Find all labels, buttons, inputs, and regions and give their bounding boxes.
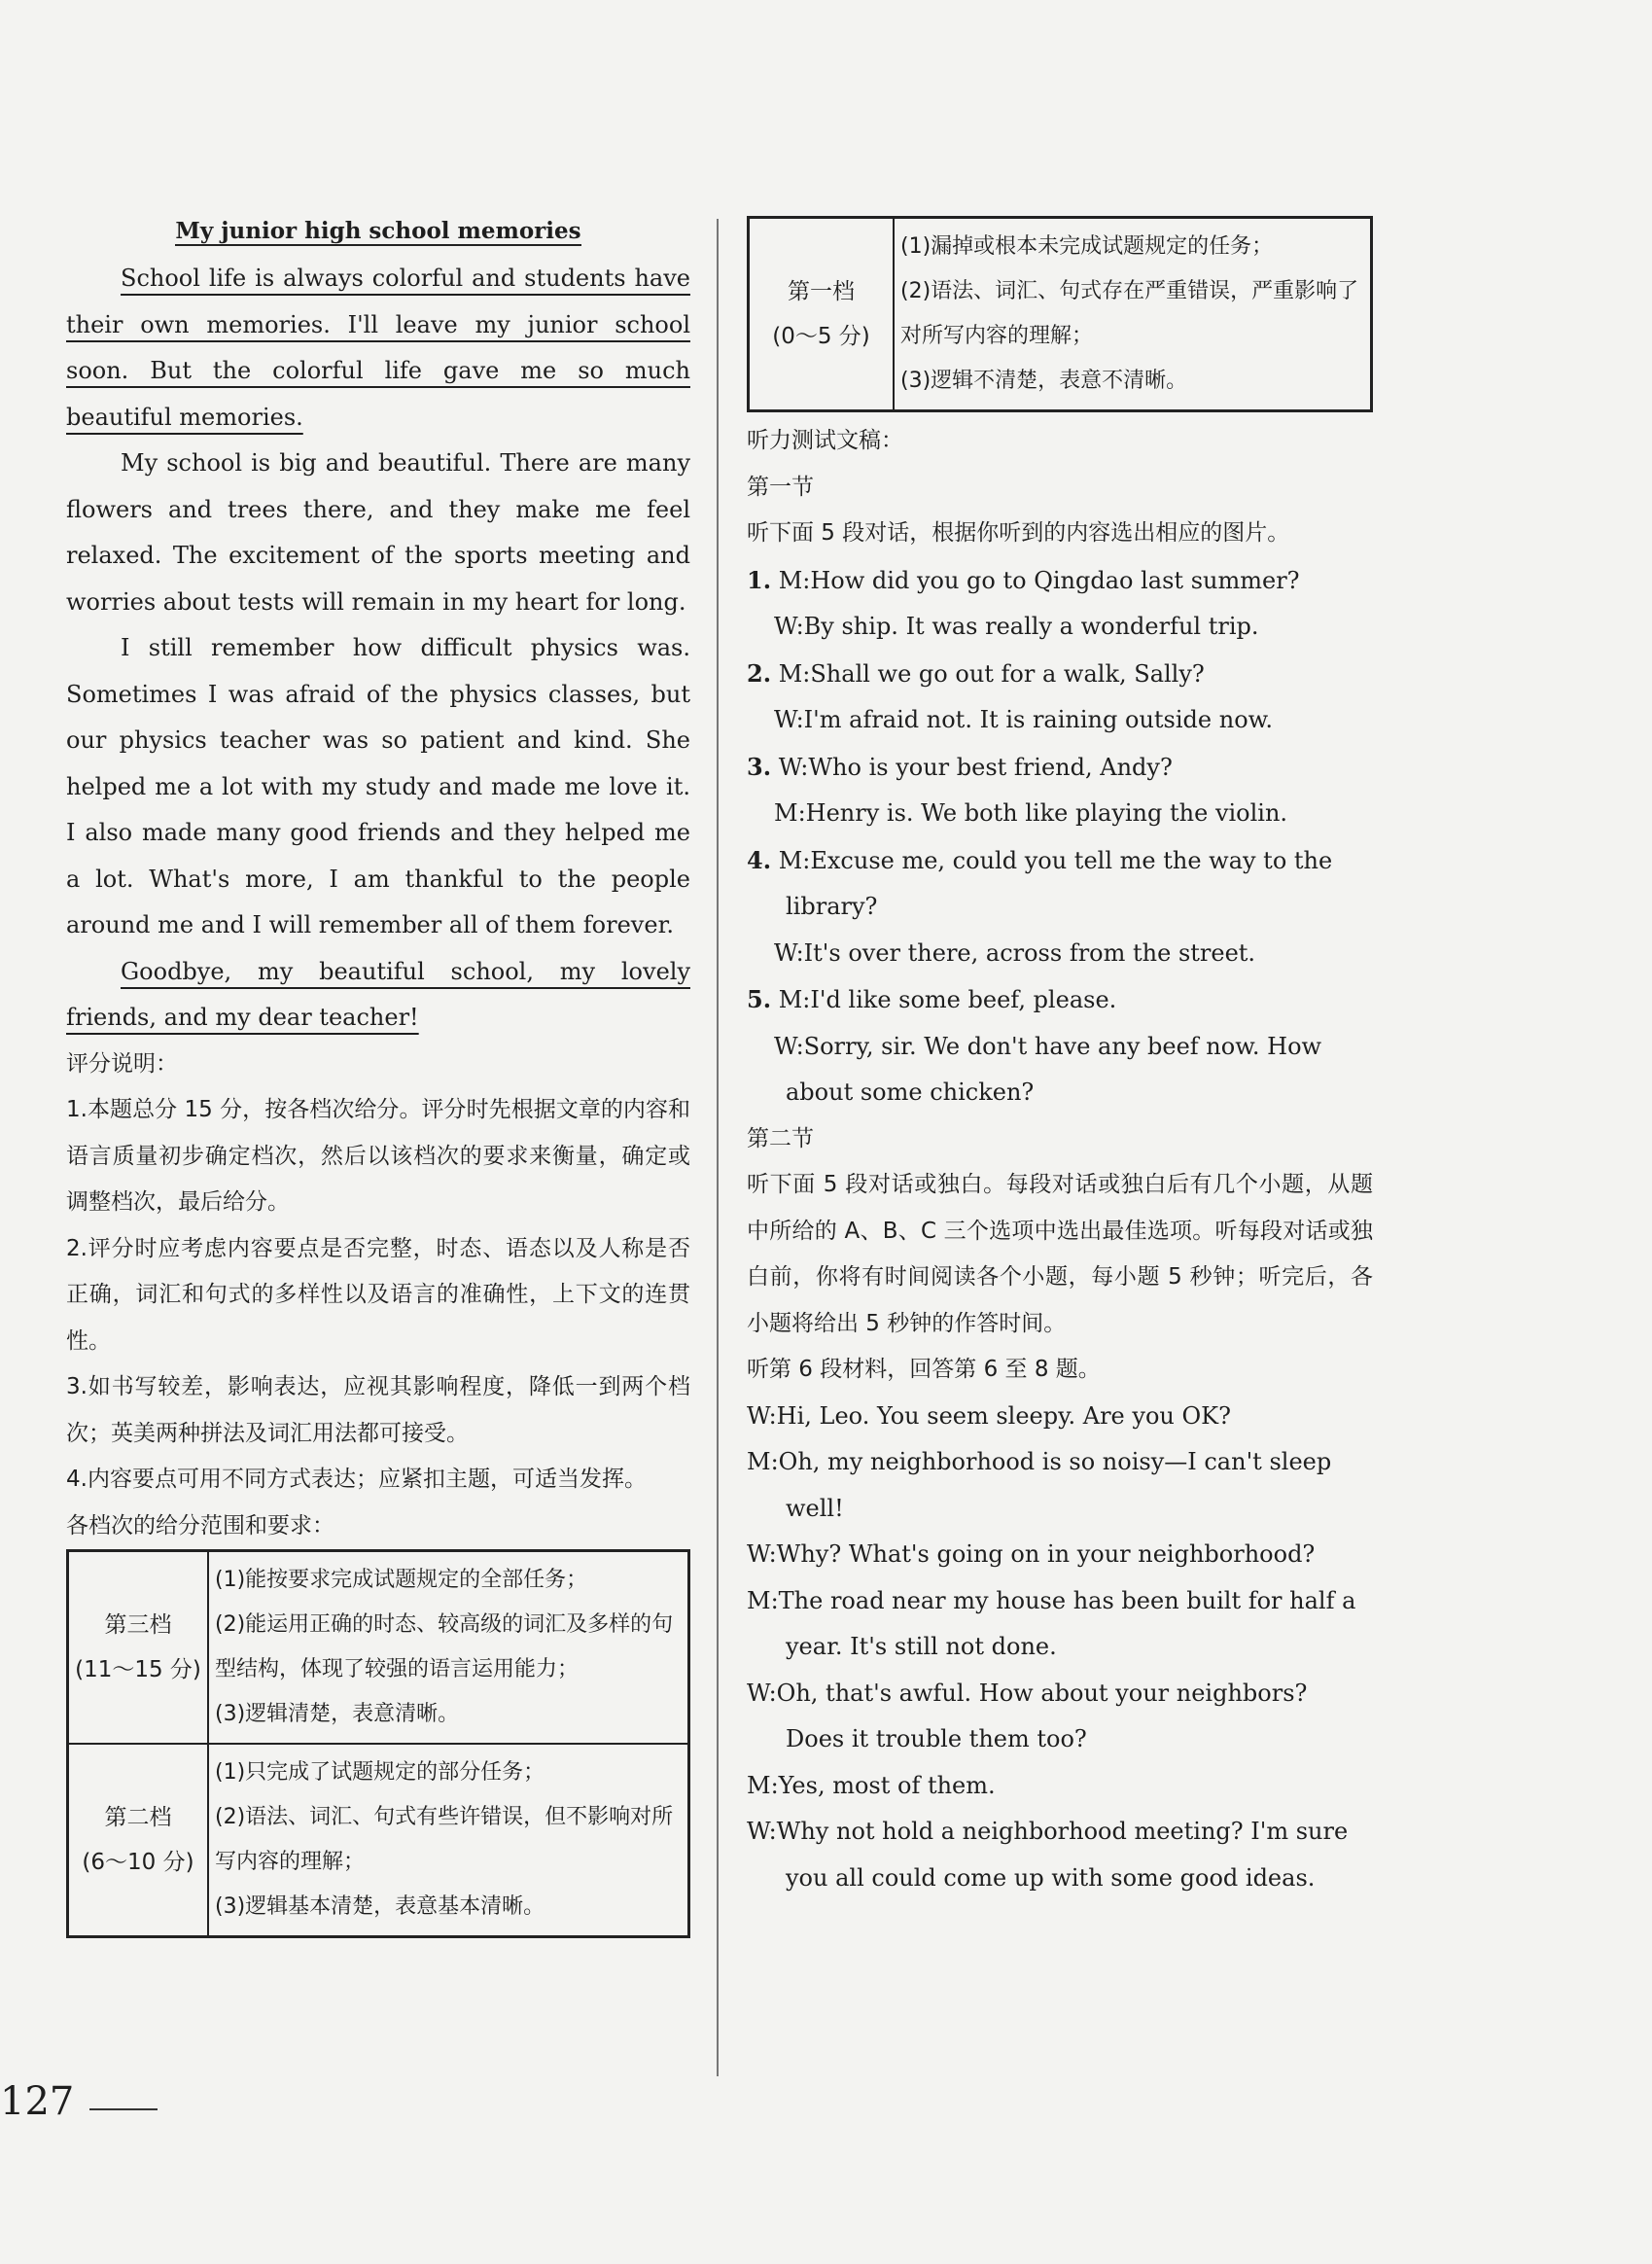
- dialogue-line: W:By ship. It was really a wonderful trip.: [774, 613, 1259, 640]
- scoring-rule-2: 2.评分时应考虑内容要点是否完整，时态、语态以及人称是否正确，词汇和句式的多样性以及语言的准确性，上下文的连贯性。: [66, 1235, 690, 1354]
- page-number-rule: [89, 2108, 158, 2110]
- scoring-rule-3: 3.如书写较差，影响表达，应视其影响程度，降低一到两个档次；英美两种拼法及词汇用法都可接受。: [66, 1374, 690, 1446]
- dialogue-number: 1.: [747, 565, 772, 594]
- scoring-rule-4: 4.内容要点可用不同方式表达；应紧扣主题，可适当发挥。: [66, 1467, 647, 1492]
- grade-level: [749, 218, 895, 411]
- grade-requirements: [208, 1744, 689, 1937]
- section-1-instructions: 听下面 5 段对话，根据你听到的内容选出相应的图片。: [747, 520, 1290, 546]
- requirement: (3)逻辑清楚，表意清晰。: [215, 1702, 460, 1726]
- dialogue-3: [747, 744, 1373, 837]
- right-column: [747, 216, 1373, 1901]
- conversation-line: M:Yes, most of them.: [747, 1771, 996, 1799]
- scoring-rule-1: 1.本题总分 15 分，按各档次给分。评分时先根据文章的内容和语言质量初步确定档次，然后以该档次的要求来衡量，确定或调整档次，最后给分。: [66, 1097, 690, 1215]
- essay-title: My junior high school memories: [175, 218, 581, 244]
- requirement: (3)逻辑基本清楚，表意基本清晰。: [215, 1894, 545, 1919]
- grade-row: [749, 218, 1372, 411]
- listening-heading: 听力测试文稿：: [747, 428, 903, 453]
- grade-level: [68, 1744, 209, 1937]
- essay-paragraph-2: My school is big and beautiful. There are many flowers and trees there, and they make me feel relaxed. The excitement of the sports meeting and worries about tests will remain in my heart for long.: [66, 449, 690, 616]
- level-name: 第三档: [104, 1612, 172, 1638]
- grade-row: [68, 1551, 689, 1745]
- dialogue-number: 4.: [747, 845, 772, 874]
- dialogue-number: 3.: [747, 752, 772, 781]
- dialogue-line: W:Who is your best friend, Andy?: [778, 753, 1173, 781]
- conversation-line: W:Why not hold a neighborhood meeting? I'm sure you all could come up with some good ideas.: [747, 1818, 1349, 1892]
- grade-requirements: [894, 218, 1372, 411]
- conversation-line: M:The road near my house has been built for half a year. It's still not done.: [747, 1586, 1356, 1660]
- dialogue-line: W:Sorry, sir. We don't have any beef now. How about some chicken?: [774, 1032, 1322, 1106]
- conversation-line: M:Oh, my neighborhood is so noisy—I can't sleep well!: [747, 1448, 1332, 1522]
- conversation-line: W:Hi, Leo. You seem sleepy. Are you OK?: [747, 1401, 1231, 1430]
- dialogue-5: [747, 976, 1373, 1116]
- dialogue-number: 2.: [747, 658, 772, 688]
- table-heading: 各档次的给分范围和要求：: [66, 1512, 334, 1539]
- grading-table-left: [66, 1549, 690, 1938]
- essay-paragraph-3: I still remember how difficult physics was. Sometimes I was afraid of the physics classes, but our physics teacher was so patient and kind. She helped me a lot with my study and made me love it. I also made many good friends and they helped me a lot. What's more, I am thankful to the people around me and I will remember all of them forever.: [66, 634, 690, 938]
- grading-table-right: [747, 216, 1373, 412]
- requirement: (2)语法、词汇、句式有些许错误，但不影响对所写内容的理解；: [215, 1805, 674, 1874]
- dialogue-number: 5.: [747, 985, 772, 1013]
- conversation-line: W:Oh, that's awful. How about your neighbors? Does it trouble them too?: [747, 1679, 1308, 1752]
- level-range: (11～15 分): [75, 1657, 201, 1682]
- scoring-heading: 评分说明：: [66, 1050, 178, 1077]
- dialogue-1: [747, 557, 1373, 651]
- dialogue-2: [747, 651, 1373, 744]
- requirement: (1)只完成了试题规定的部分任务；: [215, 1760, 545, 1785]
- dialogue-line: M:Excuse me, could you tell me the way to the library?: [778, 846, 1333, 920]
- conversation-line: W:Why? What's going on in your neighborhood?: [747, 1540, 1316, 1568]
- left-column: [66, 204, 690, 1938]
- requirement: (3)逻辑不清楚，表意不清晰。: [900, 369, 1188, 393]
- dialogue-line: W:It's over there, across from the street.: [774, 938, 1256, 967]
- requirement: (2)语法、词汇、句式存在严重错误，严重影响了对所写内容的理解；: [900, 279, 1359, 348]
- dialogue-line: M:Shall we go out for a walk, Sally?: [778, 659, 1205, 688]
- essay-paragraph-1: School life is always colorful and students have their own memories. I'll leave my junior school soon. But the colorful life gave me so much beautiful memories.: [66, 265, 690, 431]
- level-range: (0～5 分): [772, 324, 870, 349]
- column-divider: [717, 219, 719, 2076]
- dialogue-line: M:Henry is. We both like playing the violin.: [774, 799, 1288, 827]
- conversation: [747, 1394, 1373, 1902]
- level-name: 第一档: [788, 279, 855, 304]
- level-name: 第二档: [104, 1805, 172, 1830]
- dialogue-line: M:How did you go to Qingdao last summer?: [778, 566, 1300, 594]
- page-number: 127: [0, 2079, 75, 2124]
- section-2-title: 第二节: [747, 1125, 814, 1151]
- section-2-instructions: 听下面 5 段对话或独白。每段对话或独白后有几个小题，从题中所给的 A、B、C 三个选项中选出最佳选项。听每段对话或独白前，你将有时间阅读各个小题，每小题 5 秒钟；听完后，各小题将给出 5 秒钟的作答时间。: [747, 1172, 1373, 1336]
- dialogue-4: [747, 837, 1373, 977]
- dialogue-line: M:I'd like some beef, please.: [778, 986, 1117, 1013]
- grade-level: [68, 1551, 209, 1745]
- level-range: (6～10 分): [82, 1850, 194, 1875]
- dialogue-line: W:I'm afraid not. It is raining outside now.: [774, 706, 1273, 733]
- grade-row: [68, 1744, 689, 1937]
- material-6-heading: 听第 6 段材料，回答第 6 至 8 题。: [747, 1357, 1101, 1382]
- grade-requirements: [208, 1551, 689, 1745]
- requirement: (1)漏掉或根本未完成试题规定的任务；: [900, 234, 1274, 259]
- requirement: (1)能按要求完成试题规定的全部任务；: [215, 1568, 588, 1592]
- essay-paragraph-4: Goodbye, my beautiful school, my lovely friends, and my dear teacher!: [66, 957, 690, 1031]
- requirement: (2)能运用正确的时态、较高级的词汇及多样的句型结构，体现了较强的语言运用能力；: [215, 1612, 674, 1681]
- section-1-title: 第一节: [747, 474, 814, 500]
